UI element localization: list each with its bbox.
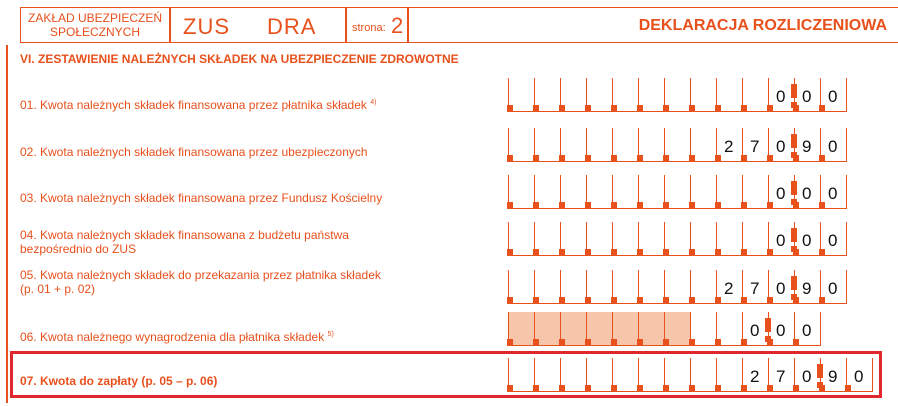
digit-box: [690, 78, 716, 112]
amount-digit: 0: [802, 321, 812, 340]
field-edge: [846, 270, 847, 304]
row-02-label: 02. Kwota należnych składek finansowana przez ubezpieczonych: [20, 145, 368, 159]
amount-digit: 0: [776, 321, 786, 340]
digit-box: [508, 270, 534, 304]
field-edge: [846, 222, 847, 256]
amount-field-02[interactable]: [508, 128, 846, 162]
field-edge: [846, 128, 847, 162]
digit-box: [690, 128, 716, 162]
row-01-label: 01. Kwota należnych składek finansowana przez płatnika składek $^{4)}$: [20, 98, 377, 112]
digit-box: [534, 222, 560, 256]
digit-box: [716, 312, 742, 346]
institution-box: [20, 7, 170, 43]
section-title: VI. ZESTAWIENIE NALEŻNYCH SKŁADEK NA UBEZPIECZENIE ZDROWOTNE: [20, 52, 459, 66]
amount-digit: 0: [776, 184, 786, 203]
row-06-label: 06. Kwota należnego wynagrodzenia dla płatnika składek $^{5)}$: [20, 330, 334, 344]
digit-box: [508, 78, 534, 112]
digit-box: [560, 312, 586, 346]
digit-box: [716, 175, 742, 209]
amount-digit: 0: [802, 87, 812, 106]
amount-digit: 0: [854, 367, 864, 386]
digit-box: [560, 358, 586, 392]
row-06-footnote: 5): [327, 331, 334, 338]
field-edge: [872, 358, 873, 392]
institution-line2: SPOŁECZNYCH: [49, 25, 141, 39]
digit-box: [742, 175, 768, 209]
digit-box: [638, 312, 664, 346]
digit-box: [638, 358, 664, 392]
amount-digit: 0: [802, 184, 812, 203]
amount-digit: 9: [802, 279, 812, 298]
section-border: [6, 45, 8, 403]
digit-box: [612, 312, 638, 346]
digit-box: [612, 358, 638, 392]
institution-line1: ZAKŁAD UBEZPIECZEŃ: [27, 11, 163, 25]
decimal-separator: [791, 181, 797, 195]
digit-box: [560, 222, 586, 256]
amount-digit: 0: [802, 367, 812, 386]
decimal-separator: [791, 246, 797, 252]
digit-box: [690, 175, 716, 209]
digit-box: [534, 270, 560, 304]
row-05-label: 05. Kwota należnych składek do przekazania przez płatnika składek (p. 01 + p. 02): [20, 268, 381, 296]
amount-digit: 0: [750, 321, 760, 340]
digit-box: [534, 312, 560, 346]
digit-box: [560, 78, 586, 112]
amount-field-03[interactable]: [508, 175, 846, 209]
amount-digit: 0: [776, 279, 786, 298]
digit-box: [508, 312, 534, 346]
digit-box: [560, 270, 586, 304]
digit-box: [690, 270, 716, 304]
decimal-separator: [791, 276, 797, 290]
amount-digit: 0: [828, 87, 838, 106]
amount-digit: 0: [828, 184, 838, 203]
digit-box: [612, 128, 638, 162]
decimal-separator: [791, 152, 797, 158]
digit-box: [534, 358, 560, 392]
amount-field-06: [508, 312, 820, 346]
field-edge: [820, 312, 821, 346]
digit-box: [612, 175, 638, 209]
decimal-separator: [791, 199, 797, 205]
amount-digit: 9: [802, 137, 812, 156]
digit-box: [534, 175, 560, 209]
amount-digit: 0: [776, 231, 786, 250]
zus-label: ZUS: [183, 14, 230, 39]
amount-digit: 7: [776, 367, 786, 386]
decimal-separator: [791, 102, 797, 108]
digit-box: [664, 175, 690, 209]
digit-box: [638, 78, 664, 112]
amount-digit: 7: [750, 137, 760, 156]
digit-box: [508, 222, 534, 256]
digit-box: [508, 358, 534, 392]
row-04-label: 04. Kwota należnych składek finansowana z budżetu państwa bezpośrednio do ZUS: [20, 228, 349, 256]
digit-box: [612, 222, 638, 256]
amount-digit: 2: [750, 367, 760, 386]
amount-field-04[interactable]: [508, 222, 846, 256]
digit-box: [690, 222, 716, 256]
amount-digit: 2: [724, 137, 734, 156]
amount-digit: 0: [802, 231, 812, 250]
digit-box: [586, 128, 612, 162]
digit-box: [716, 78, 742, 112]
amount-field-01[interactable]: [508, 78, 846, 112]
decimal-separator: [791, 228, 797, 242]
digit-box: [742, 222, 768, 256]
amount-field-05[interactable]: [508, 270, 846, 304]
decimal-separator: [791, 134, 797, 148]
title-box: [408, 7, 898, 43]
amount-digit: 0: [828, 137, 838, 156]
form-code: DRA: [267, 14, 317, 39]
form-code-box: [170, 7, 346, 43]
digit-box: [638, 222, 664, 256]
digit-box: [508, 175, 534, 209]
digit-box: [664, 312, 690, 346]
page-number: 2: [391, 13, 404, 38]
digit-box: [638, 270, 664, 304]
digit-box: [534, 128, 560, 162]
digit-box: [690, 358, 716, 392]
amount-digit: 0: [776, 87, 786, 106]
digit-box: [586, 270, 612, 304]
decimal-separator: [791, 84, 797, 98]
digit-box: [664, 270, 690, 304]
digit-box: [586, 175, 612, 209]
digit-box: [664, 358, 690, 392]
amount-digit: 9: [828, 367, 838, 386]
digit-box: [586, 78, 612, 112]
decimal-separator: [817, 364, 823, 378]
digit-box: [716, 222, 742, 256]
digit-box: [638, 175, 664, 209]
digit-box: [664, 128, 690, 162]
digit-box: [690, 312, 716, 346]
amount-digit: 0: [828, 279, 838, 298]
decimal-separator: [791, 294, 797, 300]
field-edge: [846, 78, 847, 112]
decimal-separator: [765, 336, 771, 342]
decimal-separator: [765, 318, 771, 332]
decimal-separator: [817, 382, 823, 388]
digit-box: [664, 78, 690, 112]
digit-box: [560, 128, 586, 162]
digit-box: [664, 222, 690, 256]
amount-digit: 2: [724, 279, 734, 298]
digit-box: [716, 358, 742, 392]
amount-digit: 7: [750, 279, 760, 298]
row-03-label: 03. Kwota należnych składek finansowana przez Fundusz Kościelny: [20, 191, 383, 205]
digit-box: [586, 222, 612, 256]
amount-digit: 0: [776, 137, 786, 156]
field-edge: [846, 175, 847, 209]
digit-box: [560, 175, 586, 209]
digit-box: [508, 128, 534, 162]
row-01-footnote: 4): [370, 99, 377, 106]
digit-box: [586, 312, 612, 346]
digit-box: [534, 78, 560, 112]
digit-box: [742, 78, 768, 112]
amount-field-07[interactable]: [508, 358, 872, 392]
page-number-box: [346, 7, 408, 43]
digit-box: [612, 270, 638, 304]
digit-box: [586, 358, 612, 392]
amount-digit: 0: [828, 231, 838, 250]
row-07-label: 07. Kwota do zapłaty (p. 05 – p. 06): [20, 374, 218, 388]
page-title: DEKLARACJA ROZLICZENIOWA: [638, 17, 887, 34]
page-label: strona:: [352, 22, 386, 34]
digit-box: [612, 78, 638, 112]
digit-box: [638, 128, 664, 162]
